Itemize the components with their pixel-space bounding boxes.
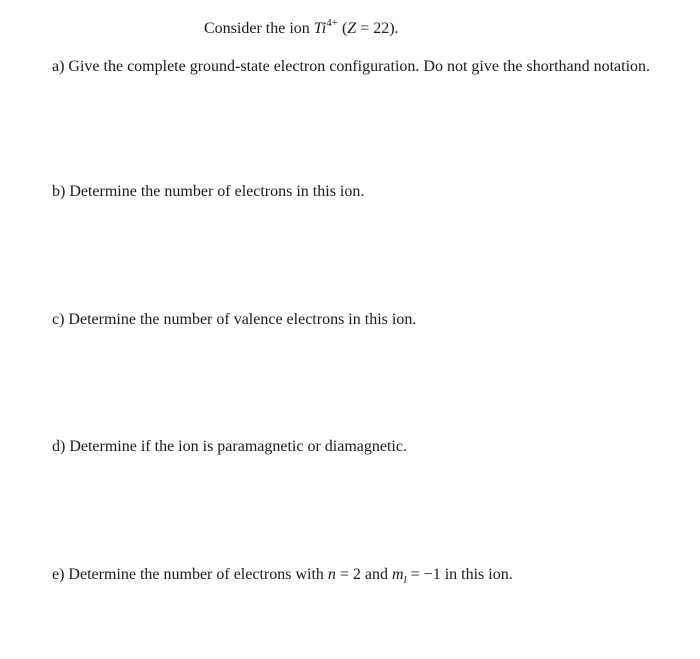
question-c: c) Determine the number of valence electrons in this ion.: [52, 311, 417, 328]
question-d: d) Determine if the ion is paramagnetic or diamagnetic.: [52, 438, 407, 455]
m-subscript: l: [403, 574, 407, 586]
question-a: a) Give the complete ground-state electron configuration. Do not give the shorthand notation.: [52, 58, 651, 75]
question-e-prefix: e) Determine the number of electrons with: [52, 566, 328, 583]
question-e-suffix: in this ion.: [440, 566, 513, 583]
problem-heading: [204, 19, 399, 40]
n-variable: n: [327, 566, 336, 583]
heading-prefix: Consider the ion: [204, 20, 314, 37]
m-variable: m: [392, 566, 404, 583]
m-equals: = −1: [406, 566, 441, 583]
n-equals: = 2 and: [335, 566, 393, 583]
z-equals: = 22).: [356, 20, 399, 37]
question-e: [52, 565, 513, 586]
ion-symbol: Ti: [313, 20, 327, 37]
z-open: (: [337, 20, 348, 37]
ion-charge: 4+: [326, 17, 338, 29]
question-b: b) Determine the number of electrons in this ion.: [52, 183, 365, 200]
z-variable: Z: [347, 20, 357, 37]
